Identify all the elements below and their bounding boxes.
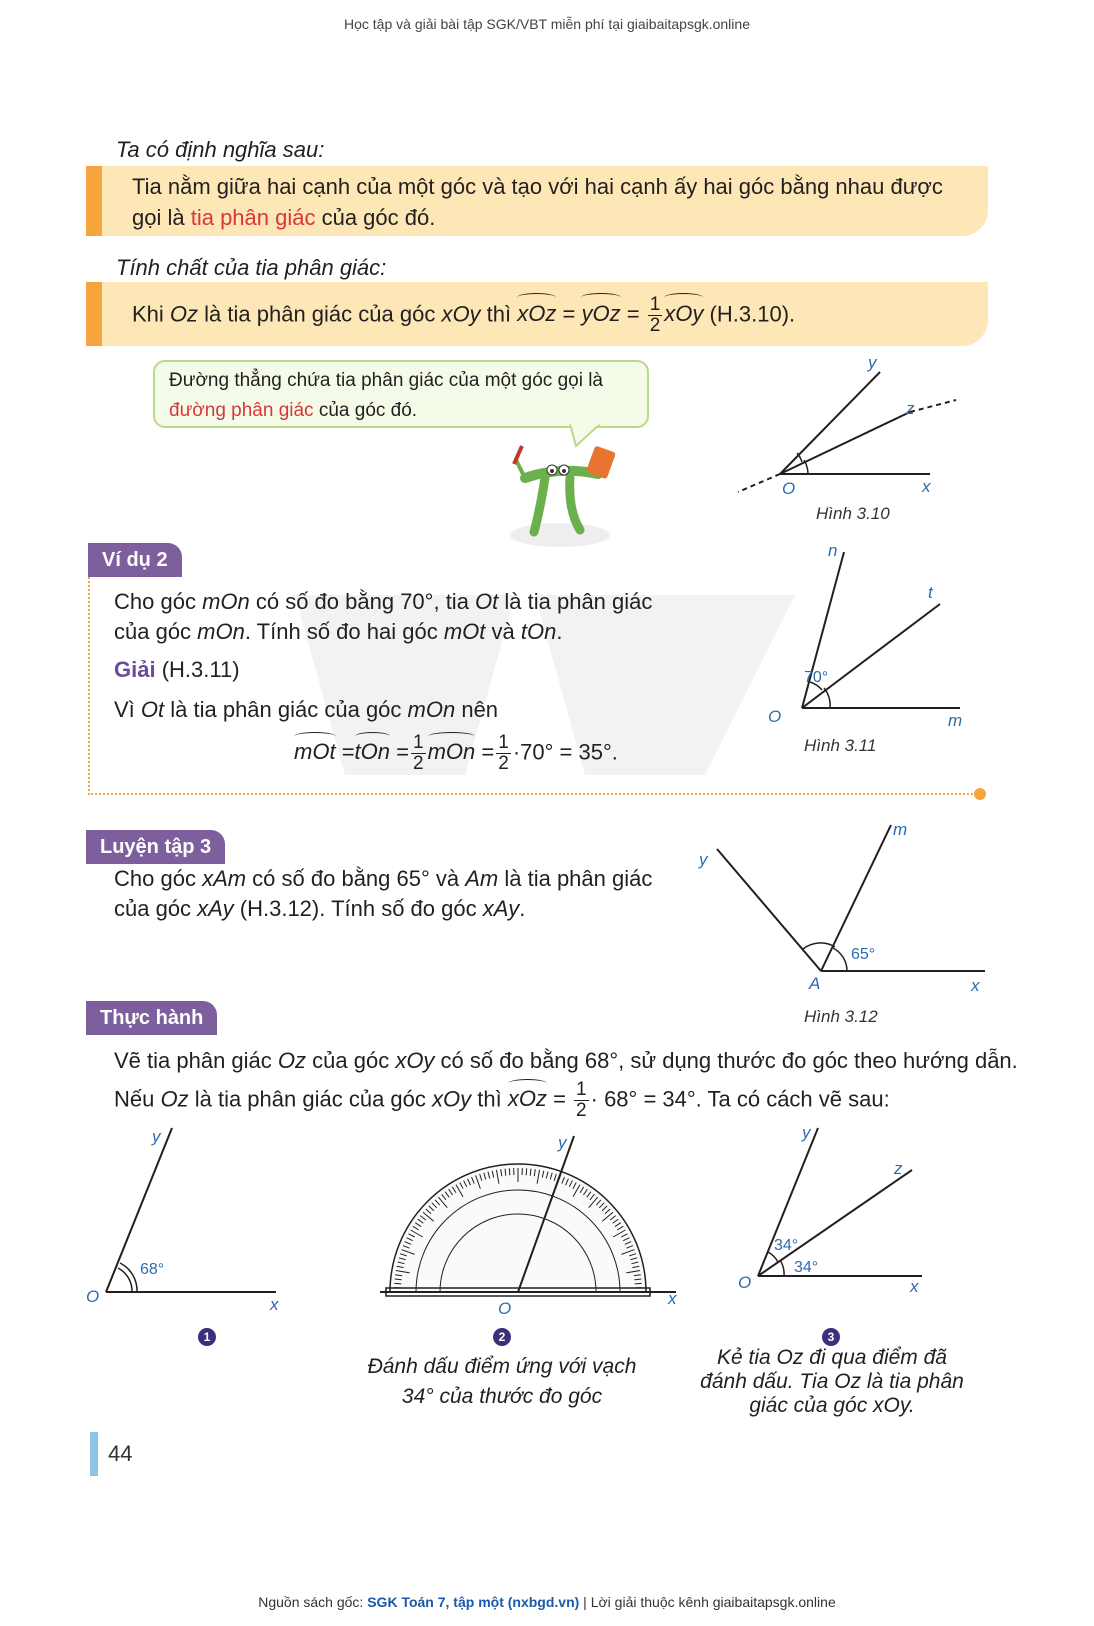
bubble-post: của góc đó. [313,400,418,421]
ex2-mon: mOn [202,589,250,614]
fig312-angle: 65° [851,946,876,963]
p3-p5: (H.3.12). Tính số đo góc [233,896,483,921]
property-angle-xoz: xOz [517,298,556,329]
fig310-label-z: z [906,399,915,418]
step1-number: 1 [198,1328,216,1346]
step2-label-x: x [668,1289,677,1308]
pr-l1-post: có số đo bằng 68°, sử dụng thước đo góc theo hướng dẫn. [434,1048,1018,1073]
property-pre: Khi [132,301,170,327]
ex2-p1: Cho góc [114,589,203,614]
callout-bar [86,166,102,236]
fig310-label-x: x [922,477,931,496]
practice-frac [574,1080,589,1121]
definition-line2-pre: gọi là [132,205,191,230]
page-number: 44 [90,1432,134,1476]
p3-p4: của góc [114,896,198,921]
definition-term: tia phân giác [190,205,316,230]
pr-frac-den: 2 [576,1100,587,1121]
pr-l2-mid: là tia phân giác của góc [188,1086,432,1112]
fig310-label-o: O [782,479,796,498]
footer-post: | Lời giải thuộc kênh giaibaitapsgk.online [579,1594,836,1610]
pr-l2-post: · 68° = 34°. Ta có cách vẽ sau: [590,1086,890,1112]
definition-line2-post: của góc đó. [315,205,436,230]
pr-eq: = [553,1086,566,1112]
step3-label-o: O [738,1273,752,1292]
definition-callout [86,166,988,236]
p3-xay: xAy [197,896,234,921]
formula-eq3: = [481,739,495,765]
ex2-r2: là tia phân giác của góc [164,697,408,722]
property-callout [86,282,988,346]
fraction-denominator: 2 [649,315,661,336]
fig312-caption: Hình 3.12 [804,1007,878,1026]
ex2-p4: của góc [114,619,198,644]
p3-p1: Cho góc [114,866,203,891]
formula-mot: mOt [294,737,336,767]
step2-cap2: 34° của thước đo góc [401,1385,603,1408]
step1-label-o: O [86,1287,100,1306]
practice-line1 [114,1046,1018,1076]
frac1-den: 2 [413,753,424,774]
p3-p6: . [519,896,526,921]
figure-3-11 [760,540,980,730]
ex2-ot: Ot [475,589,499,614]
p3-p2: có số đo bằng 65° và [246,866,466,891]
practice3-line1 [114,864,652,894]
step2-cap1: Đánh dấu điểm ứng với vạch [367,1355,637,1378]
p3-xam: xAm [202,866,247,891]
pi-mascot-icon [500,440,630,550]
property-thi: thì [480,301,518,327]
step2-label-o: O [498,1299,512,1318]
ex2-p2: có số đo bằng 70°, tia [249,589,476,614]
example2-formula [294,733,618,774]
fig311-label-n: n [828,541,838,560]
step3-angle2: 34° [794,1259,819,1276]
pr-l2-thi: thì [471,1086,508,1112]
example2-tab: Ví dụ 2 [88,543,182,577]
definition-lead: Ta có định nghĩa sau: [116,137,325,162]
step2-label-y: y [558,1133,567,1152]
step1-label-x: x [270,1295,279,1314]
practice-line2 [114,1080,890,1121]
p3-p3: là tia phân giác [498,866,653,891]
ex2-mon2: mOn [197,619,245,644]
step2-caption [340,1352,664,1412]
example2-line1 [114,587,652,617]
step3-cap2: đánh dấu. Tia Oz là tia phân [700,1370,964,1393]
fig312-label-x: x [971,976,980,995]
frac1-num: 1 [413,732,424,753]
property-xoy: xOy [441,301,481,327]
property-eq: = [562,301,576,327]
formula-ton: tOn [355,737,390,767]
step2-number: 2 [493,1328,511,1346]
step1-label-y: y [152,1127,161,1146]
ex2-r-ot: Ot [140,697,165,722]
property-fraction [648,295,663,336]
practice3-line2 [114,894,652,924]
bubble-line2 [169,396,633,426]
pr-oz2: Oz [160,1086,189,1112]
fraction-numerator: 1 [649,294,661,315]
practice-tab: Thực hành [86,1001,217,1035]
property-angle-yoz: yOz [581,298,620,329]
pr-oz: Oz [277,1048,307,1073]
property-angle-xoy: xOy [664,298,703,329]
ex2-p3: là tia phân giác [498,589,653,614]
definition-line2 [132,202,943,233]
formula-eq2: = [396,739,409,765]
pr-xoy2: xOy [432,1086,472,1112]
fig311-label-t: t [928,583,933,602]
ex2-r3: nên [455,697,499,722]
frame-end-dot-icon [972,786,988,802]
property-text [132,295,795,336]
giai-ref: (H.3.11) [155,657,240,682]
site-footer [0,1594,1094,1610]
practice3-question [114,864,652,924]
formula-eq1: = [341,739,355,765]
step3-number: 3 [822,1328,840,1346]
pr-l1-pre: Vẽ tia phân giác [114,1048,278,1073]
ex2-p5: . Tính số đo hai góc [244,619,444,644]
frac2-num: 1 [498,732,509,753]
step3-figure [730,1122,950,1302]
step3-cap3: giác của góc xOy. [749,1394,915,1417]
figure-3-10 [730,350,970,500]
bubble-term: đường phân giác [169,400,314,421]
ex2-ton: tOn [520,619,557,644]
step3-angle1: 34° [774,1237,799,1254]
step3-label-z: z [894,1159,903,1178]
formula-frac1 [411,733,426,774]
example2-solution-heading [114,655,240,685]
pr-xoz: xOz [508,1084,547,1114]
footer-pre: Nguồn sách gốc: [258,1594,368,1610]
pr-frac-num: 1 [576,1079,587,1100]
formula-mon: mOn [428,737,476,767]
formula-frac2 [496,733,511,774]
fig311-caption: Hình 3.11 [804,736,877,755]
ex2-p7: . [556,619,563,644]
property-oz: Oz [169,301,199,327]
property-ref: (H.3.10). [709,301,796,327]
example2-reason [114,695,498,725]
step1-figure [80,1122,300,1322]
fig311-label-o: O [768,707,782,726]
pr-xoy: xOy [395,1048,435,1073]
example2-question [114,587,652,647]
fig311-angle: 70° [804,669,829,686]
giai-label: Giải [114,657,156,682]
practice3-tab: Luyện tập 3 [86,830,225,864]
example2-line2 [114,617,652,647]
ex2-r1: Vì [114,697,141,722]
ex2-mot: mOt [443,619,486,644]
fig310-caption: Hình 3.10 [816,504,890,523]
fig312-label-a: A [809,974,821,993]
figure-3-12 [695,815,995,995]
step1-angle: 68° [140,1261,165,1278]
property-eq2: = [626,301,640,327]
callout-bar [86,282,102,346]
step2-protractor-figure [380,1132,690,1322]
note-bubble [153,360,649,428]
fig312-label-m: m [893,820,908,839]
step3-label-x: x [910,1277,919,1296]
p3-xay2: xAy [482,896,520,921]
footer-source-link[interactable]: SGK Toán 7, tập một (nxbgd.vn) [367,1594,580,1610]
step3-label-y: y [802,1123,811,1142]
ex2-p6: và [485,619,521,644]
pr-l2-pre: Nếu [114,1086,161,1112]
fig312-label-y: y [699,850,708,869]
step3-caption [680,1346,984,1418]
definition-line1: Tia nằm giữa hai cạnh của một góc và tạo với hai cạnh ấy hai góc bằng nhau được [132,174,943,199]
bubble-line1: Đường thẳng chứa tia phân giác của một góc gọi là [169,370,603,391]
property-lead: Tính chất của tia phân giác: [116,255,387,280]
pr-l1-mid: của góc [306,1048,396,1073]
step3-cap1: Kẻ tia Oz đi qua điểm đã [717,1346,947,1369]
fig310-label-y: y [868,353,877,372]
p3-am: Am [465,866,499,891]
fig311-label-m: m [948,711,963,730]
site-header: Học tập và giải bài tập SGK/VBT miễn phí tại giaibaitapsgk.online [344,16,750,32]
property-mid: là tia phân giác của góc [198,301,442,327]
ex2-r-mon: mOn [407,697,456,722]
frac2-den: 2 [498,753,509,774]
definition-text [132,171,943,233]
formula-tail: ·70° = 35°. [512,739,618,765]
